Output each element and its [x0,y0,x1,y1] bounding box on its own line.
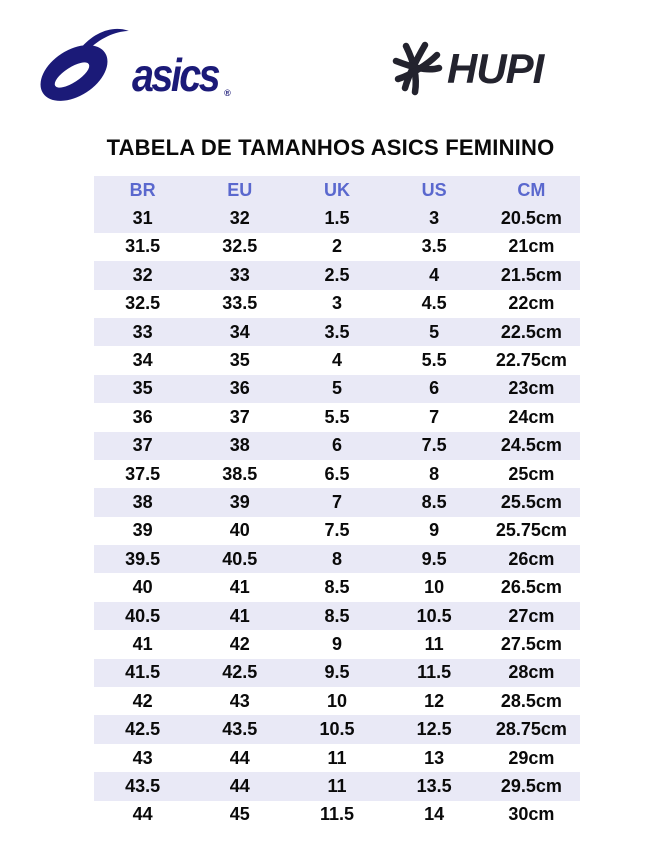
cell-br: 31 [132,208,153,229]
table-row [94,233,580,261]
cell-cm: 27.5cm [500,633,562,654]
cell-br: 36 [132,406,153,427]
column-header-us: US [421,179,447,200]
cell-br: 34 [132,350,153,371]
cell-br: 42.5 [125,719,161,740]
cell-uk: 7 [331,491,342,512]
cell-us: 12 [424,690,445,711]
cell-br: 40.5 [125,605,161,626]
cell-uk: 2.5 [324,264,350,285]
cell-cm: 22cm [508,293,555,314]
cell-br: 32 [132,264,153,285]
cell-cm: 21.5cm [500,264,562,285]
cell-eu: 35 [229,350,250,371]
column-header-uk: UK [323,179,350,200]
hupi-knot-icon [391,40,443,98]
size-table [94,176,580,829]
cell-cm: 26.5cm [500,577,562,598]
hupi-logo-text: HUPI [447,45,544,92]
cell-us: 7.5 [421,435,447,456]
cell-br: 35 [132,378,153,399]
cell-uk: 8.5 [324,605,350,626]
column-header-eu: EU [227,179,253,200]
cell-cm: 25.5cm [500,491,562,512]
cell-cm: 21cm [508,236,555,257]
cell-br: 41.5 [125,662,161,683]
cell-eu: 41 [229,577,250,598]
asics-spiral-icon [36,26,130,104]
table-row [94,488,580,516]
cell-us: 9.5 [421,548,447,569]
cell-us: 13.5 [416,775,452,796]
cell-uk: 11.5 [319,804,354,825]
cell-us: 11.5 [417,662,452,683]
table-row [94,715,580,743]
cell-uk: 3 [331,293,342,314]
cell-eu: 44 [229,747,250,768]
cell-us: 3 [429,208,440,229]
cell-us: 7 [429,406,440,427]
cell-cm: 25.75cm [495,520,567,541]
cell-uk: 11 [327,775,347,796]
cell-cm: 23cm [508,378,555,399]
cell-eu: 38 [229,435,250,456]
registered-trademark-icon: ® [224,88,231,98]
table-row [94,772,580,800]
cell-br: 31.5 [125,236,161,257]
cell-cm: 27cm [508,605,555,626]
asics-logo [36,26,231,104]
cell-eu: 41 [229,605,250,626]
cell-eu: 32.5 [222,236,258,257]
cell-eu: 42 [229,633,250,654]
hupi-logo [391,40,543,98]
cell-eu: 37 [229,406,250,427]
cell-us: 12.5 [416,719,452,740]
cell-br: 39 [132,520,153,541]
cell-uk: 10 [326,690,347,711]
table-header-row [94,176,580,204]
cell-br: 44 [132,804,153,825]
table-row [94,318,580,346]
cell-uk: 10.5 [319,719,355,740]
cell-br: 42 [132,690,153,711]
cell-uk: 4 [331,350,342,371]
cell-us: 4 [429,264,440,285]
cell-uk: 5 [331,378,342,399]
asics-logo-text: asics [132,49,219,101]
cell-uk: 6 [331,435,342,456]
table-row [94,403,580,431]
cell-uk: 9 [331,633,342,654]
table-row [94,346,580,374]
table-row [94,659,580,687]
cell-uk: 7.5 [324,520,350,541]
cell-eu: 44 [229,775,250,796]
cell-uk: 8 [331,548,342,569]
cell-br: 43 [132,747,153,768]
column-header-br: BR [129,179,156,200]
cell-cm: 22.75cm [495,350,567,371]
cell-cm: 20.5cm [500,208,562,229]
cell-cm: 22.5cm [500,321,562,342]
cell-us: 5.5 [421,350,447,371]
table-row [94,744,580,772]
cell-us: 13 [424,747,445,768]
table-row [94,517,580,545]
cell-us: 8.5 [421,491,447,512]
cell-eu: 40 [229,520,250,541]
cell-us: 10.5 [416,605,452,626]
cell-uk: 1.5 [324,208,350,229]
cell-uk: 3.5 [324,321,350,342]
table-row [94,460,580,488]
cell-br: 43.5 [125,775,161,796]
cell-us: 14 [424,804,445,825]
table-row [94,545,580,573]
cell-eu: 45 [229,804,250,825]
cell-uk: 6.5 [324,463,350,484]
cell-eu: 42.5 [222,662,258,683]
table-row [94,432,580,460]
table-row [94,687,580,715]
cell-eu: 43.5 [222,719,258,740]
cell-uk: 2 [331,236,342,257]
cell-br: 33 [132,321,153,342]
cell-cm: 25cm [508,463,555,484]
cell-cm: 29cm [508,747,555,768]
cell-cm: 28.5cm [500,690,562,711]
cell-br: 40 [132,577,153,598]
cell-br: 38 [132,491,153,512]
table-header [94,176,580,204]
cell-br: 37 [132,435,153,456]
cell-eu: 43 [229,690,250,711]
table-row [94,630,580,658]
cell-eu: 39 [229,491,250,512]
cell-us: 4.5 [421,293,447,314]
cell-eu: 40.5 [222,548,258,569]
cell-eu: 34 [229,321,250,342]
cell-us: 5 [429,321,440,342]
cell-eu: 38.5 [222,463,258,484]
cell-us: 8 [429,463,440,484]
cell-cm: 28cm [508,662,555,683]
table-row [94,261,580,289]
table-row [94,204,580,232]
cell-cm: 26cm [508,548,555,569]
cell-eu: 32 [229,208,250,229]
cell-us: 11 [424,633,444,654]
cell-br: 41 [132,633,153,654]
cell-us: 10 [424,577,445,598]
table-row [94,375,580,403]
cell-br: 37.5 [125,463,161,484]
cell-cm: 24cm [508,406,555,427]
cell-us: 3.5 [421,236,447,257]
cell-eu: 33.5 [222,293,258,314]
cell-br: 39.5 [125,548,161,569]
table-body [94,204,580,829]
table-row [94,602,580,630]
cell-cm: 24.5cm [500,435,562,456]
cell-uk: 11 [327,747,347,768]
cell-uk: 8.5 [324,577,350,598]
page-title: TABELA DE TAMANHOS ASICS FEMININO [106,135,555,160]
cell-uk: 9.5 [324,662,350,683]
table-row [94,801,580,829]
cell-us: 6 [429,378,440,399]
cell-cm: 28.75cm [495,719,567,740]
cell-uk: 5.5 [324,406,350,427]
cell-cm: 30cm [508,804,555,825]
cell-cm: 29.5cm [500,775,562,796]
table-row [94,290,580,318]
column-header-cm: CM [517,179,546,200]
cell-br: 32.5 [125,293,161,314]
cell-eu: 36 [229,378,250,399]
cell-eu: 33 [229,264,250,285]
table-row [94,573,580,601]
cell-us: 9 [429,520,440,541]
